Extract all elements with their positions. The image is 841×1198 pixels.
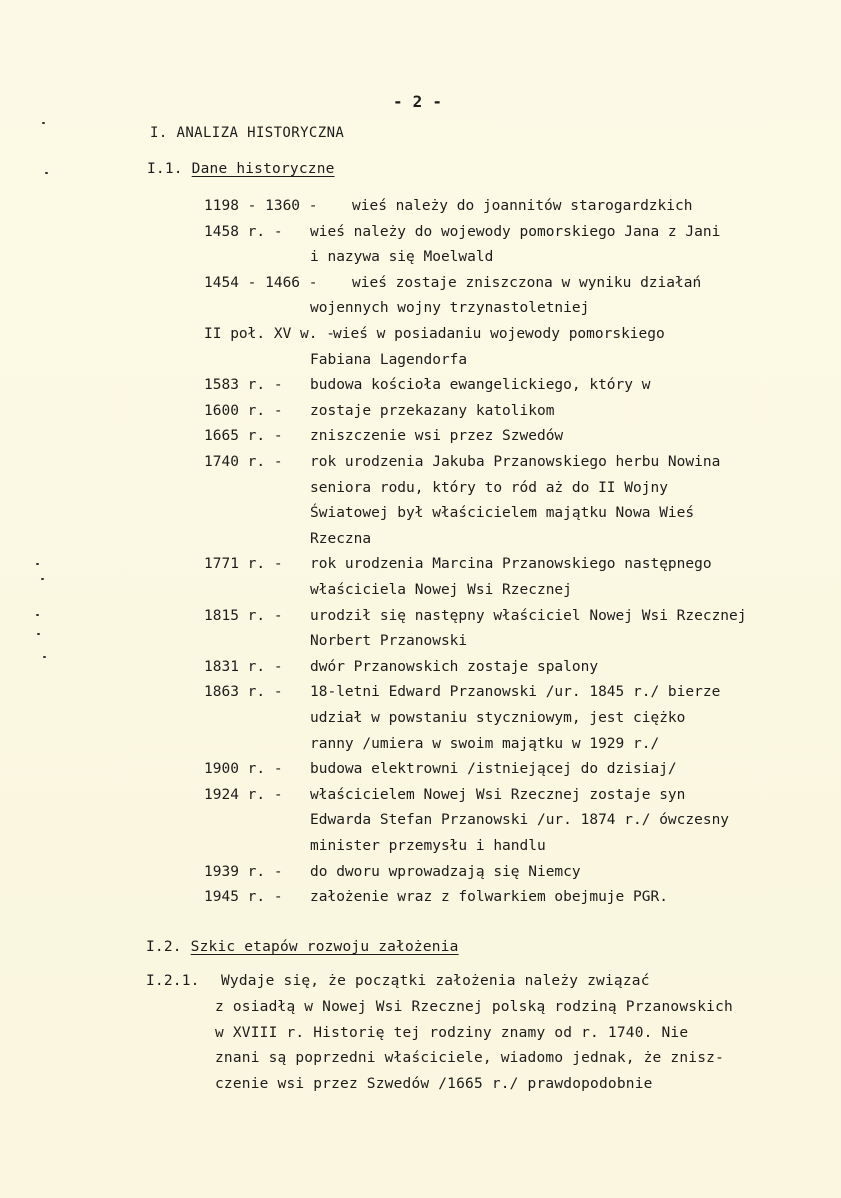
margin-mark	[36, 614, 39, 616]
margin-mark	[41, 578, 44, 580]
timeline-description-line: właścicielem Nowej Wsi Rzecznej zostaje syn	[310, 786, 686, 803]
timeline-description-line: budowa elektrowni /istniejącej do dzisiaj/	[310, 761, 677, 778]
timeline-description-line: do dworu wprowadzają się Niemcy	[310, 863, 581, 880]
timeline-date: 1740 r. -	[204, 454, 283, 470]
timeline-description-line: wieś należy do wojewody pomorskiego Jana z Jani	[310, 223, 721, 240]
timeline-date: 1939 r. -	[204, 863, 283, 880]
timeline-description-line: Światowej był właścicielem majątku Nowa Wieś	[310, 505, 695, 522]
timeline-date: 1583 r. -	[204, 377, 283, 394]
subsection-2-number: I.2.	[146, 939, 182, 955]
paragraph-2-1-line: czenie wsi przez Szwedów /1665 r./ prawdopodobnie	[215, 1076, 653, 1093]
timeline-description-line: Norbert Przanowski	[310, 633, 468, 650]
timeline-description-line: rok urodzenia Jakuba Przanowskiego herbu Nowina	[310, 454, 721, 470]
timeline-description-line: ranny /umiera w swoim majątku w 1929 r./	[310, 735, 660, 752]
timeline-description-line: wieś zostaje zniszczona w wyniku działań	[352, 274, 702, 291]
margin-mark	[43, 656, 46, 658]
subsection-2-title: Szkic etapów rozwoju założenia	[190, 939, 459, 955]
subsection-2-heading	[146, 938, 459, 956]
timeline-description-line: minister przemysłu i handlu	[310, 838, 546, 854]
timeline-date: 1815 r. -	[204, 607, 283, 624]
paragraph-2-1-line: znani są poprzedni właściciele, wiadomo jednak, że znisz-	[215, 1050, 724, 1067]
timeline-date: 1924 r. -	[204, 786, 283, 803]
timeline-date: 1831 r. -	[204, 658, 283, 675]
page-number: - 2 -	[393, 92, 443, 111]
timeline-date: 1863 r. -	[204, 684, 283, 701]
timeline-date: 1198 - 1360 -	[204, 198, 318, 214]
timeline-date: 1771 r. -	[204, 556, 283, 573]
timeline-description-line: wieś należy do joannitów starogardzkich	[352, 198, 693, 214]
timeline-description-line: zostaje przekazany katolikom	[310, 402, 555, 419]
timeline-description-line: założenie wraz z folwarkiem obejmuje PGR.	[310, 889, 668, 906]
timeline-description-line: budowa kościoła ewangelickiego, który w	[310, 377, 651, 394]
subsection-1-number: I.1.	[147, 161, 183, 177]
margin-mark	[37, 633, 40, 635]
margin-mark	[42, 122, 45, 124]
timeline-description-line: zniszczenie wsi przez Szwedów	[310, 428, 564, 445]
timeline-description-line: 18-letni Edward Przanowski /ur. 1845 r./ bierze	[310, 684, 721, 701]
timeline-description-line: właściciela Nowej Wsi Rzecznej	[310, 582, 572, 598]
timeline-date: 1458 r. -	[204, 223, 283, 240]
paragraph-2-1-number: I.2.1.	[146, 973, 200, 989]
paragraph-2-1-line: w XVIII r. Historię tej rodziny znamy od r. 1740. Nie	[215, 1024, 689, 1041]
timeline-date: 1900 r. -	[204, 761, 283, 778]
timeline-description-line: wojennych wojny trzynastoletniej	[310, 300, 590, 317]
timeline-description-line: Fabiana Lagendorfa	[310, 351, 468, 368]
timeline-description-line: urodził się następny właściciel Nowej Wsi Rzecznej	[310, 607, 747, 624]
paragraph-2-1-line: z osiadłą w Nowej Wsi Rzecznej polską rodziną Przanowskich	[215, 998, 733, 1015]
timeline-description-line: udział w powstaniu styczniowym, jest ciężko	[310, 710, 686, 726]
section-title: I. ANALIZA HISTORYCZNA	[150, 125, 345, 141]
timeline-description-line: wieś w posiadaniu wojewody pomorskiego	[333, 326, 665, 342]
margin-mark	[36, 563, 39, 565]
timeline-description-line: i nazywa się Moelwald	[310, 249, 494, 266]
subsection-1-heading	[147, 160, 335, 178]
timeline-description-line: rok urodzenia Marcina Przanowskiego następnego	[310, 556, 712, 573]
timeline-description-line: seniora rodu, który to ród aż do II Wojny	[310, 479, 668, 496]
subsection-1-title: Dane historyczne	[191, 161, 335, 177]
timeline-date: 1945 r. -	[204, 889, 283, 906]
paragraph-2-1-line: Wydaje się, że początki założenia należy związać	[221, 973, 650, 989]
timeline-date: 1600 r. -	[204, 402, 283, 419]
timeline-description-line: dwór Przanowskich zostaje spalony	[310, 658, 599, 675]
margin-mark	[45, 172, 48, 174]
timeline-description-line: Edwarda Stefan Przanowski /ur. 1874 r./ ówczesny	[310, 812, 730, 829]
timeline-date: II poł. XV w. -	[204, 326, 335, 342]
timeline-description-line: Rzeczna	[310, 530, 372, 547]
timeline-date: 1665 r. -	[204, 428, 283, 445]
timeline-date: 1454 - 1466 -	[204, 274, 318, 291]
